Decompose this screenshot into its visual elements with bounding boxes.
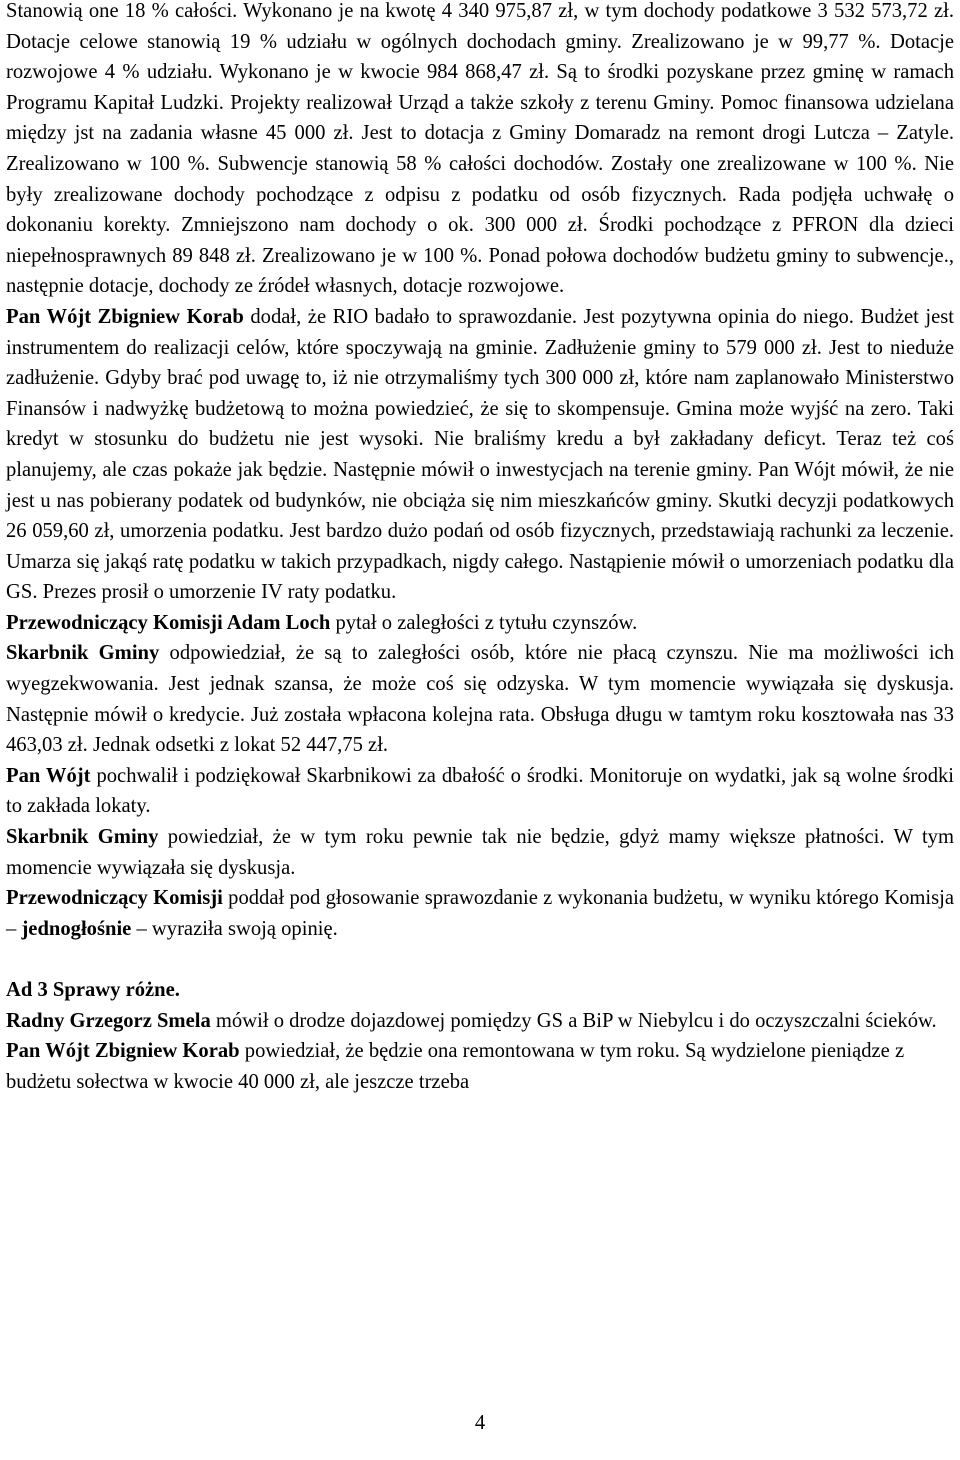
paragraph-text: mówił o drodze dojazdowej pomiędzy GS a BiP w Niebylcu i do oczyszczalni ścieków.	[210, 1009, 937, 1032]
page-number: 4	[474, 1412, 486, 1434]
speaker-name: Przewodniczący Komisji	[6, 887, 223, 910]
paragraph	[6, 822, 954, 883]
paragraph	[6, 1036, 954, 1097]
speaker-name: Ad 3 Sprawy różne.	[6, 979, 180, 1001]
speaker-name: Skarbnik Gminy	[6, 826, 159, 849]
speaker-name: Skarbnik Gminy	[6, 642, 160, 665]
paragraph	[6, 608, 954, 639]
paragraph-text: powiedział, że w tym roku pewnie tak nie będzie, gdyż mamy większe płatności. W tym momencie wywiązała się dyskusja.	[6, 826, 954, 879]
speaker-name: Radny Grzegorz Smela	[6, 1009, 211, 1032]
paragraph	[6, 302, 954, 608]
paragraph	[6, 638, 954, 760]
paragraph-text: poddał pod głosowanie sprawozdanie z wykonania budżetu, w wyniku którego Komisja –	[6, 887, 954, 940]
paragraph	[6, 0, 954, 302]
paragraph-text: Stanowią one 18 % całości. Wykonano je na kwotę 4 340 975,87 zł, w tym dochody podatkowe 3 532 573,72 zł. Dotacje celowe stanowią 19 % udziału w ogólnych dochodach gminy. Zrealizowano je w 99,77 %. Dotacje rozwojowe 4 % udziału. Wykonano je w kwocie 984 868,47 zł. Są to środki pozyskane przez gminę w ramach Programu Kapitał Ludzki. Projekty realizował Urząd a także szkoły z terenu Gminy. Pomoc finansowa udzielana między jst na zadania własne 45 000 zł. Jest to dotacja z Gminy Domaradz na remont drogi Lutcza – Zatyle. Zrealizowano w 100 %. Subwencje stanowią 58 % całości dochodów. Zostały one zrealizowane w 100 %. Nie były zrealizowane dochody pochodzące z odpisu z podatku od osób fizycznych. Rada podjęła uchwałę o dokonaniu korekty. Zmniejszono nam dochody o ok. 300 000 zł. Środki pochodzące z PFRON dla dzieci niepełnosprawnych 89 848 zł. Zrealizowano je w 100 %. Ponad połowa dochodów budżetu gminy to subwencje., następnie dotacje, dochody ze źródeł własnych, dotacje rozwojowe.	[6, 0, 954, 298]
blank-line	[6, 944, 954, 975]
speaker-name: Pan Wójt Zbigniew Korab	[6, 305, 244, 328]
paragraph-text: pochwalił i podziękował Skarbnikowi za dbałość o środki. Monitoruje on wydatki, jak są wolne środki to zakłada lokaty.	[6, 764, 955, 818]
paragraph-text: pytał o zaległości z tytułu czynszów.	[330, 611, 638, 634]
paragraph	[6, 883, 954, 944]
paragraph-text: dodał, że RIO badało to sprawozdanie. Jest pozytywna opinia do niego. Budżet jest instrumentem do realizacji celów, które spoczywają na gminie. Zadłużenie gminy to 579 000 zł. Jest to nieduże zadłużenie. Gdyby brać pod uwagę to, iż nie otrzymaliśmy tych 300 000 zł, które nam zaplanowało Ministerstwo Finansów i nadwyżkę budżetową to można powiedzieć, że się to skompensuje. Gmina może wyjść na zero. Taki kredyt w stosunku do budżetu nie jest wysoki. Nie braliśmy kredu a był zakładany deficyt. Teraz też coś planujemy, ale czas pokaże jak będzie. Następnie mówił o inwestycjach na terenie gminy. Pan Wójt mówił, że nie jest u nas pobierany podatek od budynków, nie obciąża się nim mieszkańców gminy. Skutki decyzji podatkowych 26 059,60 zł, umorzenia podatku. Jest bardzo dużo podań od osób fizycznych, przedstawiają rachunki za leczenie. Umarza się jakąś ratę podatku w takich przypadkach, nigdy całego. Nastąpienie mówił o umorzeniach podatku dla GS. Prezes prosił o umorzenie IV raty podatku.	[6, 305, 954, 604]
paragraph-text: – wyraziła swoją opinię.	[131, 917, 338, 940]
speaker-name: jednogłośnie	[21, 917, 132, 940]
paragraph	[6, 975, 954, 1006]
speaker-name: Pan Wójt Zbigniew Korab	[6, 1040, 240, 1063]
paragraph-text: odpowiedział, że są to zaległości osób, które nie płacą czynszu. Nie ma możliwości ich wyegzekwowania. Jest jednak szansa, że może coś się odzyska. W tym momencie wywiązała się dyskusja. Następnie mówił o kredycie. Już została wpłacona kolejna rata. Obsługa długu w tamtym roku kosztowała nas 33 463,03 zł. Jednak odsetki z lokat 52 447,75 zł.	[6, 642, 954, 757]
paragraph	[6, 761, 954, 822]
speaker-name: Pan Wójt	[6, 764, 91, 787]
paragraph-text: powiedział, że będzie ona remontowana w tym roku. Są wydzielone pieniądze z budżetu sołectwa w kwocie 40 000 zł, ale jeszcze trzeba	[6, 1040, 905, 1093]
paragraph	[6, 1006, 954, 1037]
speaker-name: Przewodniczący Komisji Adam Loch	[6, 611, 331, 634]
document-body	[6, 0, 954, 1097]
